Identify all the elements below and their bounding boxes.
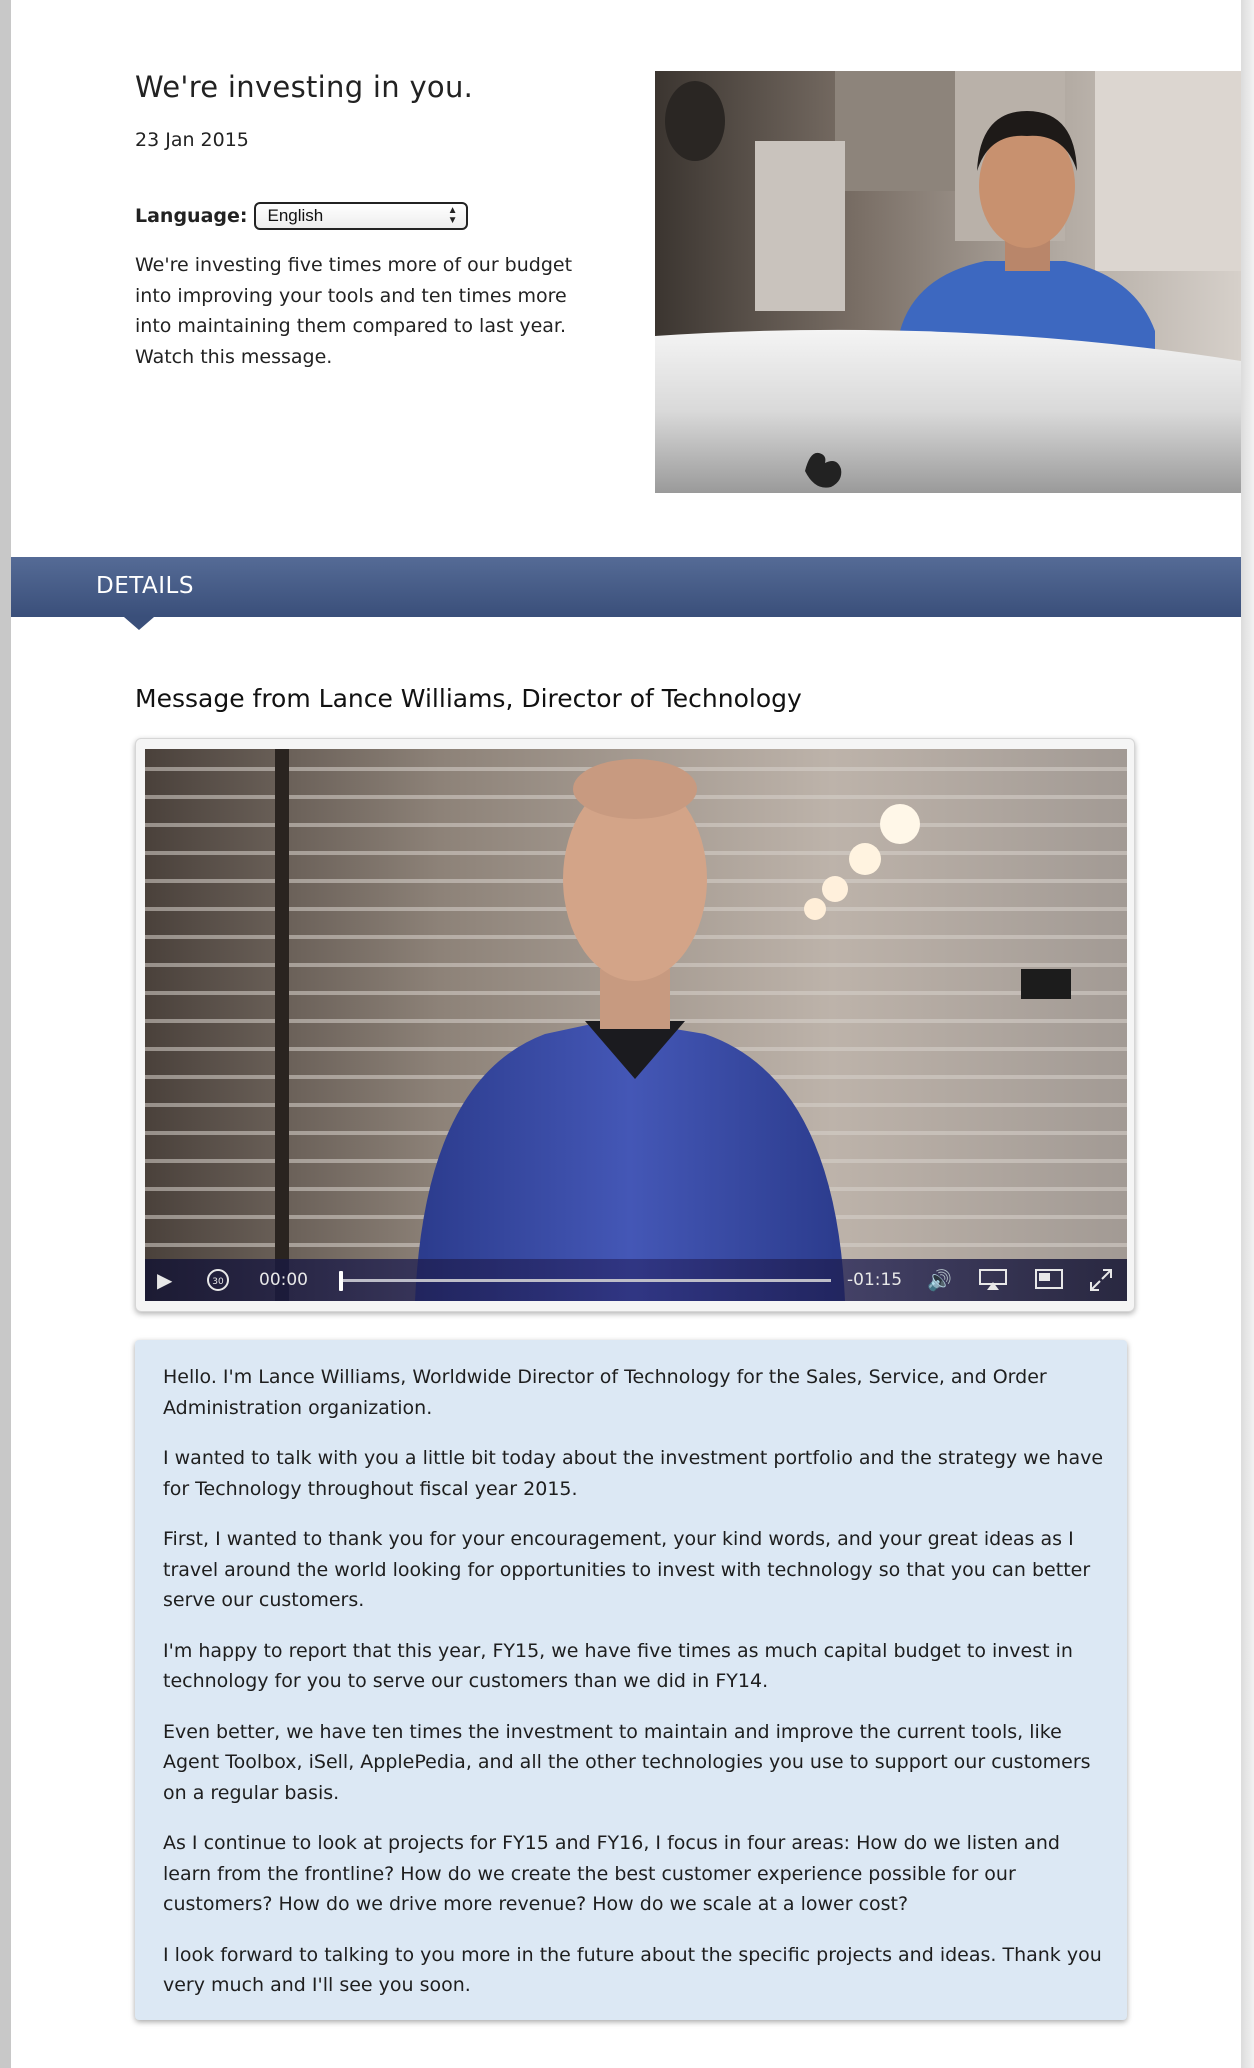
- transcript-paragraph: Even better, we have ten times the investment to maintain and improve the current tools, like Agent Toolbox, iSell, ApplePedia, and all the other technologies you use to support our customers on a regular basis.: [163, 1720, 1091, 1804]
- skip-back-glyph: [205, 1267, 231, 1293]
- fullscreen-icon[interactable]: [1089, 1259, 1113, 1301]
- transcript-paragraph: Hello. I'm Lance Williams, Worldwide Director of Technology for the Sales, Service, and Order Administration organization.: [163, 1366, 1047, 1419]
- details-label: DETAILS: [96, 573, 194, 599]
- video-controls: [145, 1259, 1127, 1301]
- video-frame-illustration: [145, 749, 1127, 1301]
- message-heading: Message from Lance Williams, Director of Technology: [135, 684, 802, 713]
- transcript-paragraph: I look forward to talking to you more in the future about the specific projects and ideas. Thank you very much and I'll see you soon.: [163, 1943, 1102, 1996]
- picture-in-picture-icon[interactable]: [1035, 1259, 1063, 1301]
- hero-illustration: [655, 71, 1241, 493]
- scrubber-track[interactable]: [341, 1279, 831, 1282]
- transcript-paragraph: I wanted to talk with you a little bit today about the investment portfolio and the strategy we have for Technology throughout fiscal year 2015.: [163, 1447, 1104, 1500]
- remaining-time: -01:15: [847, 1270, 903, 1290]
- volume-icon[interactable]: 🔊: [927, 1268, 952, 1292]
- fullscreen-glyph: [1089, 1268, 1113, 1292]
- current-time: 00:00: [259, 1270, 308, 1290]
- window-edge: [1241, 0, 1254, 2068]
- select-arrows-icon: ▲ ▼: [447, 205, 458, 226]
- transcript-paragraph: I'm happy to report that this year, FY15, we have five times as much capital budget to invest in technology for you to serve our customers than we did in FY14.: [163, 1639, 1073, 1692]
- language-select-value: English: [267, 206, 324, 225]
- details-notch-icon: [124, 617, 154, 630]
- transcript-box: [135, 1340, 1127, 2020]
- hero-image: [655, 71, 1241, 493]
- skip-back-seconds: 30: [212, 1277, 224, 1287]
- language-label: Language:: [135, 205, 248, 227]
- details-band: [11, 557, 1241, 617]
- video-frame: [135, 738, 1135, 1312]
- page-title: We're investing in you.: [135, 70, 474, 104]
- airplay-icon[interactable]: [979, 1259, 1007, 1301]
- intro-text: We're investing five times more of our budget into improving your tools and ten times more into maintaining them compared to last year. Watch this message.: [135, 254, 573, 368]
- language-row: [135, 202, 468, 230]
- transcript-paragraph: First, I wanted to thank you for your encouragement, your kind words, and your great ideas as I travel around the world looking for opportunities to invest with technology so that you can better serve our customers.: [163, 1528, 1091, 1611]
- video-player[interactable]: [145, 749, 1127, 1301]
- skip-back-icon[interactable]: [205, 1259, 231, 1301]
- pip-glyph: [1035, 1269, 1063, 1291]
- play-icon[interactable]: ▶: [157, 1268, 173, 1292]
- publish-date: 23 Jan 2015: [135, 129, 249, 151]
- transcript-paragraph: As I continue to look at projects for FY15 and FY16, I focus in four areas: How do we listen and learn from the frontline? How do we create the best customer experience possible for our customers? How do we drive more revenue? How do we scale at a lower cost?: [163, 1832, 1060, 1915]
- airplay-glyph: [979, 1269, 1007, 1291]
- language-select[interactable]: [254, 202, 468, 230]
- scrubber-handle[interactable]: [339, 1271, 343, 1291]
- page: [11, 0, 1241, 2068]
